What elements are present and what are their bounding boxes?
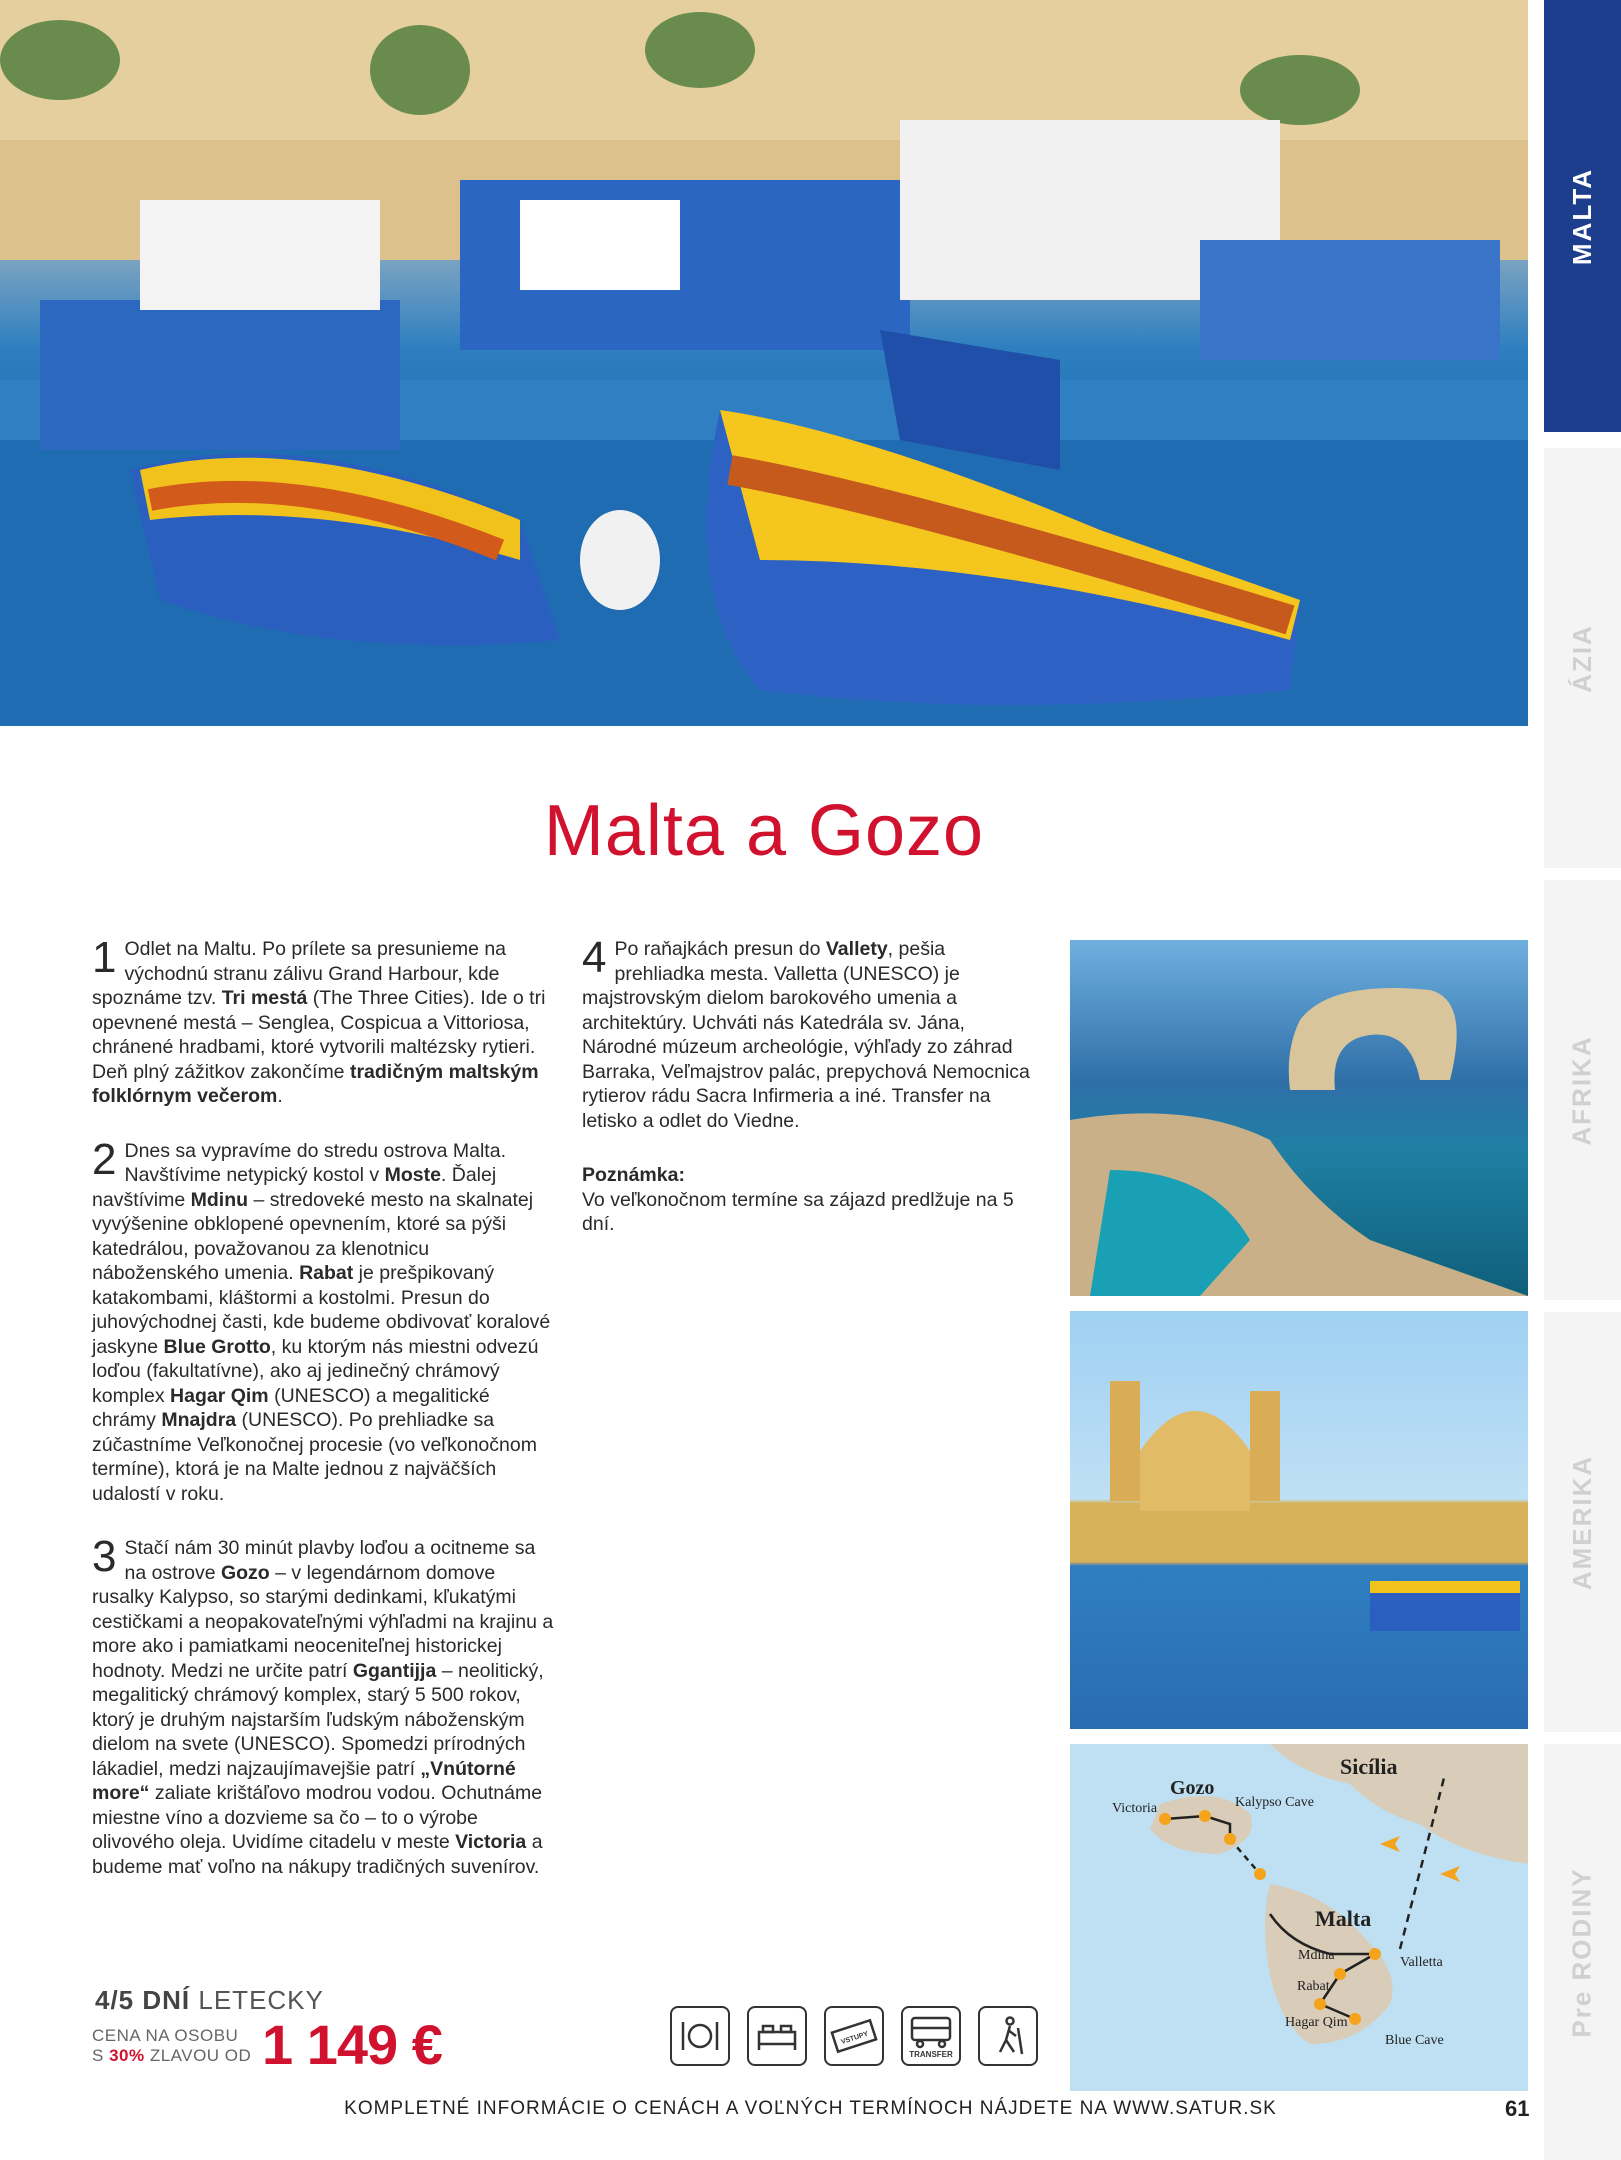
tab-azia[interactable]: ÁZIA <box>1544 448 1621 868</box>
hiking-icon <box>978 2006 1038 2066</box>
page-number: 61 <box>1505 2096 1530 2121</box>
highlight-text: Blue Grotto <box>163 1335 271 1358</box>
tab-amerika[interactable]: AMERIKA <box>1544 1312 1621 1732</box>
price-duration: 4/5 DNÍ LETECKY <box>95 1985 324 2015</box>
day-number: 3 <box>92 1532 117 1581</box>
map-label-malta: Malta <box>1315 1906 1372 1931</box>
church-illustration <box>1070 1311 1528 1729</box>
highlight-text: tradičným maltským folklórnym večerom <box>92 1060 539 1107</box>
itinerary-day <box>92 1532 557 1879</box>
page-title: Malta a Gozo <box>543 791 985 871</box>
map-label-rabat: Rabat <box>1297 1979 1330 1994</box>
itinerary-day <box>92 933 557 1109</box>
map-label-hagarqim: Hagar Qim <box>1285 2015 1348 2030</box>
map-label-victoria: Victoria <box>1112 1801 1158 1816</box>
day-text: – stredoveké mesto na skalnatej vyvýšenine obklopené opevnením, ktoré sa pýši katedrálou, považovanou za klenotnicu náboženského umenia. <box>92 1188 534 1284</box>
highlight-text: Vallety <box>825 938 888 960</box>
itinerary-day <box>92 1134 557 1507</box>
tab-afrika[interactable]: AFRIKA <box>1544 880 1621 1300</box>
day-text: Odlet na Maltu. Po prílete sa presunieme na východnú stranu zálivu Grand Harbour, kde spoznáme tzv. <box>92 938 507 1009</box>
price-value: 1 149 € <box>262 2013 442 2076</box>
hero-illustration <box>0 0 1528 726</box>
highlight-text: Hagar Qim <box>170 1384 269 1407</box>
day-text: – v legendárnom domove rusalky Kalypso, so starými dedinkami, kľukatými cestičkami a neopakovateľnými výhľadmi na krajinu a more ako i pamiatkami neoceniteľnej historickej hodnoty. Medzi ne určite patrí <box>92 1561 554 1682</box>
highlight-text: Ggantijja <box>352 1659 437 1682</box>
meals-icon <box>670 2006 730 2066</box>
day-text: Po raňajkách presun do <box>614 938 826 960</box>
price-label: CENA NA OSOBU S 30% ZLAVOU OD <box>92 2026 252 2065</box>
day-text: . Ďalej navštívime <box>92 1164 497 1211</box>
azure-window-illustration <box>1070 940 1528 1296</box>
service-icons <box>670 2006 1038 2066</box>
map-label-gozo: Gozo <box>1170 1777 1215 1799</box>
highlight-text: Gozo <box>220 1561 270 1584</box>
itinerary-right-column <box>582 933 1032 1237</box>
day-text: . <box>277 1085 283 1107</box>
route-map <box>1070 1744 1528 2091</box>
tab-pre-rodiny[interactable]: Pre RODINY <box>1544 1744 1621 2160</box>
highlight-text: Moste <box>384 1164 441 1186</box>
footer-info: KOMPLETNÉ INFORMÁCIE O CENÁCH A VOĽNÝCH TERMÍNOCH NÁJDETE NA WWW.SATUR.SK <box>344 2098 1277 2119</box>
day-text: a budeme mať voľno na nákupy tradičných suvenírov. <box>92 1831 543 1878</box>
note <box>582 1163 1032 1237</box>
map-illustration <box>1070 1744 1528 2091</box>
day-text: , pešia prehliadka mesta. Valletta (UNESCO) je majstrovským dielom barokového umenia a architektúry. Uchváti nás Katedrála sv. Jána, Národné múzeum archeológie, výhľady zo záhrad Barraka, Veľmajstrov palác, prepychová Nemocnica rytierov rádu Sacra Infirmeria a iné. Transfer na letisko a odlet do Viedne. <box>582 938 1030 1132</box>
tab-malta[interactable]: MALTA <box>1544 0 1621 432</box>
day-number: 4 <box>582 933 607 982</box>
hero-photo-boats <box>0 0 1528 726</box>
note-label: Poznámka: <box>582 1164 685 1186</box>
day-text: (UNESCO) a megalitické chrámy <box>92 1384 490 1431</box>
itinerary-left-column <box>92 933 557 1909</box>
day-text: (The Three Cities). Ide o tri opevnené mestá – Senglea, Cospicua a Vittoriosa, chránené hradbami, ktoré vytvorili maltézsky rytieri. Deň plný zážitkov zakončíme <box>92 987 546 1083</box>
day-text: Stačí nám 30 minút plavby loďou a ocitneme sa na ostrove <box>124 1537 536 1584</box>
highlight-text: Mdinu <box>190 1188 249 1211</box>
bus-transfer-icon <box>901 2006 961 2066</box>
svg-text:VSTUPY: VSTUPY <box>840 2030 870 2047</box>
highlight-text: „Vnútorné more“ <box>92 1757 516 1804</box>
day-text: zaliate krištáľovo modrou vodou. Ochutnáme miestne víno a dozvieme sa čo – to o výrobe olivového oleja. Uvidíme citadelu v meste <box>92 1782 543 1853</box>
note-text: Vo veľkonočnom termíne sa zájazd predlžuje na 5 dní. <box>582 1188 1014 1235</box>
map-label-sicilia: Sicília <box>1340 1754 1398 1779</box>
day-number: 1 <box>92 933 117 982</box>
highlight-text: Rabat <box>299 1262 354 1284</box>
day-text: Dnes sa vypravíme do stredu ostrova Malta. Navštívime netypický kostol v <box>124 1139 506 1186</box>
itinerary-day <box>582 933 1032 1133</box>
photo-marsaxlokk-church <box>1070 1311 1528 1729</box>
bed-icon <box>747 2006 807 2066</box>
map-label-mdina: Mdina <box>1298 1948 1335 1963</box>
highlight-text: Tri mestá <box>221 987 308 1009</box>
day-text: , ku ktorým nás miestni odvezú loďou (fakultatívne), ako aj jedinečný chrámový komplex <box>92 1335 539 1407</box>
day-number: 2 <box>92 1134 117 1184</box>
day-text: (UNESCO). Po prehliadke sa zúčastníme Veľkonočnej procesie (vo veľkonočnom termíne), ktorá je na Malte jednou z najväčších udalostí v roku. <box>92 1409 537 1505</box>
day-text: je prešpikovaný katakombami, kláštormi a kostolmi. Presun do juhovýchodnej časti, kde budeme obdivovať koralové jaskyne <box>92 1262 551 1358</box>
day-text: – neolitický, megalitický chrámový komplex, starý 5 500 rokov, ktorý je druhým najstarším ľudským náboženským dielom na svete (UNESCO). Spomedzi prírodných lákadiel, medzi najzaujímavejšie patrí <box>92 1659 544 1780</box>
highlight-text: Mnajdra <box>161 1409 237 1431</box>
map-label-bluecave: Blue Cave <box>1385 2033 1444 2048</box>
map-label-kalypso: Kalypso Cave <box>1235 1795 1314 1810</box>
map-label-valletta: Valletta <box>1400 1955 1443 1970</box>
svg-text:TRANSFER: TRANSFER <box>909 2050 953 2059</box>
highlight-text: Victoria <box>455 1831 527 1853</box>
photo-azure-window <box>1070 940 1528 1296</box>
ticket-icon <box>824 2006 884 2066</box>
